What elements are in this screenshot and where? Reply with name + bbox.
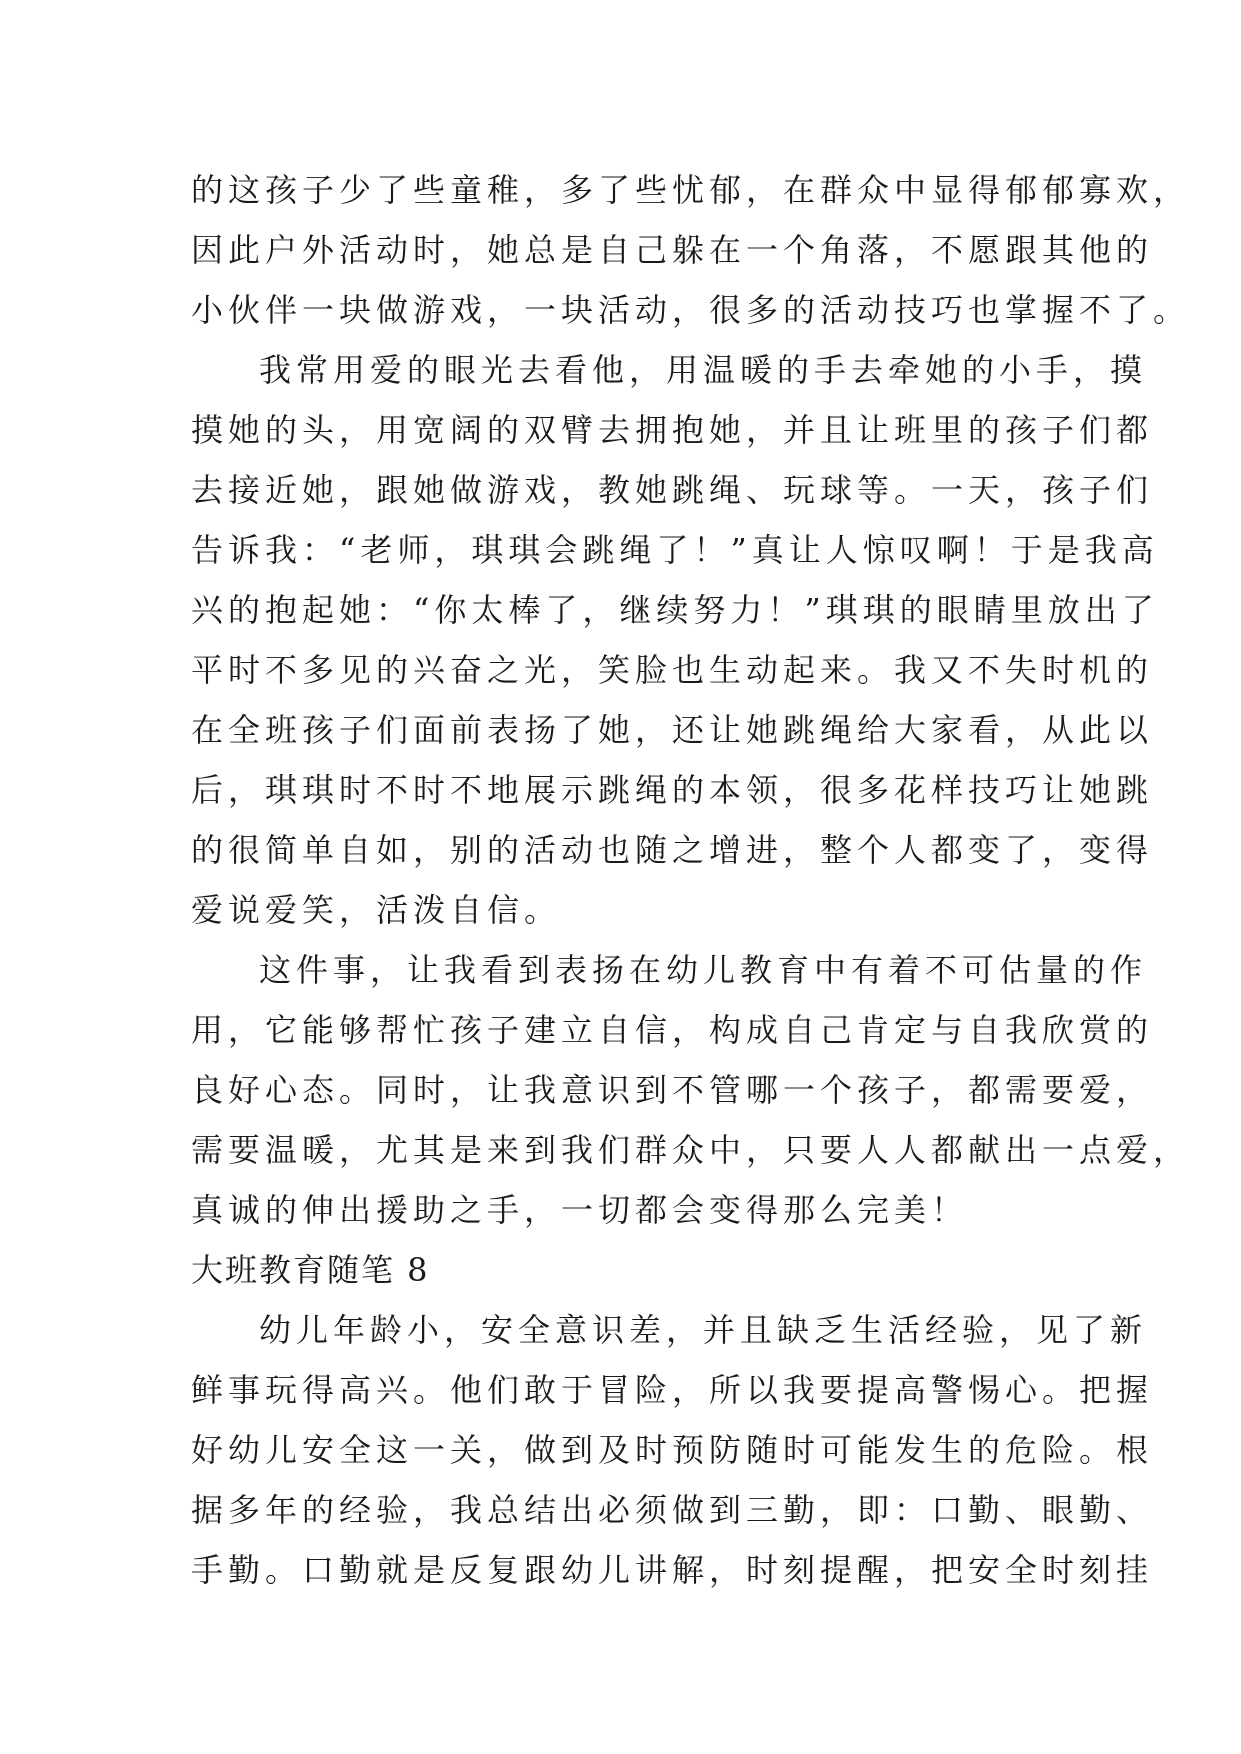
- text-line: 的很简单自如，别的活动也随之增进，整个人都变了，变得: [191, 831, 1154, 869]
- text-line: 用，它能够帮忙孩子建立自信，构成自己肯定与自我欣赏的: [191, 1011, 1154, 1049]
- text-line: 告诉我：“老师，琪琪会跳绳了！”真让人惊叹啊！于是我高: [191, 531, 1159, 569]
- text-line: 好幼儿安全这一关，做到及时预防随时可能发生的危险。根: [191, 1431, 1154, 1469]
- text-line: 在全班孩子们面前表扬了她，还让她跳绳给大家看，从此以: [191, 711, 1154, 749]
- text-line: 爱说爱笑，活泼自信。: [191, 891, 562, 929]
- section-heading: 大班教育随笔 8: [191, 1251, 430, 1289]
- document-body: [191, 160, 1191, 1600]
- text-line: 需要温暖，尤其是来到我们群众中，只要人人都献出一点爱，: [191, 1131, 1191, 1169]
- text-line: 小伙伴一块做游戏，一块活动，很多的活动技巧也掌握不了。: [191, 291, 1191, 329]
- text-line: 平时不多见的兴奋之光，笑脸也生动起来。我又不失时机的: [191, 651, 1154, 689]
- paragraph-start-line: 这件事，让我看到表扬在幼儿教育中有着不可估量的作: [259, 951, 1148, 989]
- paragraph-start-line: 我常用爱的眼光去看他，用温暖的手去牵她的小手，摸: [259, 351, 1148, 389]
- paragraph-start-line: 幼儿年龄小，安全意识差，并且缺乏生活经验，见了新: [259, 1311, 1148, 1349]
- text-line: 兴的抱起她：“你太棒了，继续努力！”琪琪的眼睛里放出了: [191, 591, 1159, 629]
- text-line: 手勤。口勤就是反复跟幼儿讲解，时刻提醒，把安全时刻挂: [191, 1551, 1154, 1589]
- text-line: 鲜事玩得高兴。他们敢于冒险，所以我要提高警惕心。把握: [191, 1371, 1154, 1409]
- text-line: 据多年的经验，我总结出必须做到三勤，即：口勤、眼勤、: [191, 1491, 1154, 1529]
- text-line: 的这孩子少了些童稚，多了些忧郁，在群众中显得郁郁寡欢，: [191, 171, 1191, 209]
- text-line: 良好心态。同时，让我意识到不管哪一个孩子，都需要爱，: [191, 1071, 1154, 1109]
- text-line: 摸她的头，用宽阔的双臂去拥抱她，并且让班里的孩子们都: [191, 411, 1154, 449]
- text-line: 真诚的伸出援助之手，一切都会变得那么完美！: [191, 1191, 969, 1229]
- text-line: 因此户外活动时，她总是自己躲在一个角落，不愿跟其他的: [191, 231, 1154, 269]
- text-line: 后，琪琪时不时不地展示跳绳的本领，很多花样技巧让她跳: [191, 771, 1154, 809]
- text-line: 去接近她，跟她做游戏，教她跳绳、玩球等。一天，孩子们: [191, 471, 1154, 509]
